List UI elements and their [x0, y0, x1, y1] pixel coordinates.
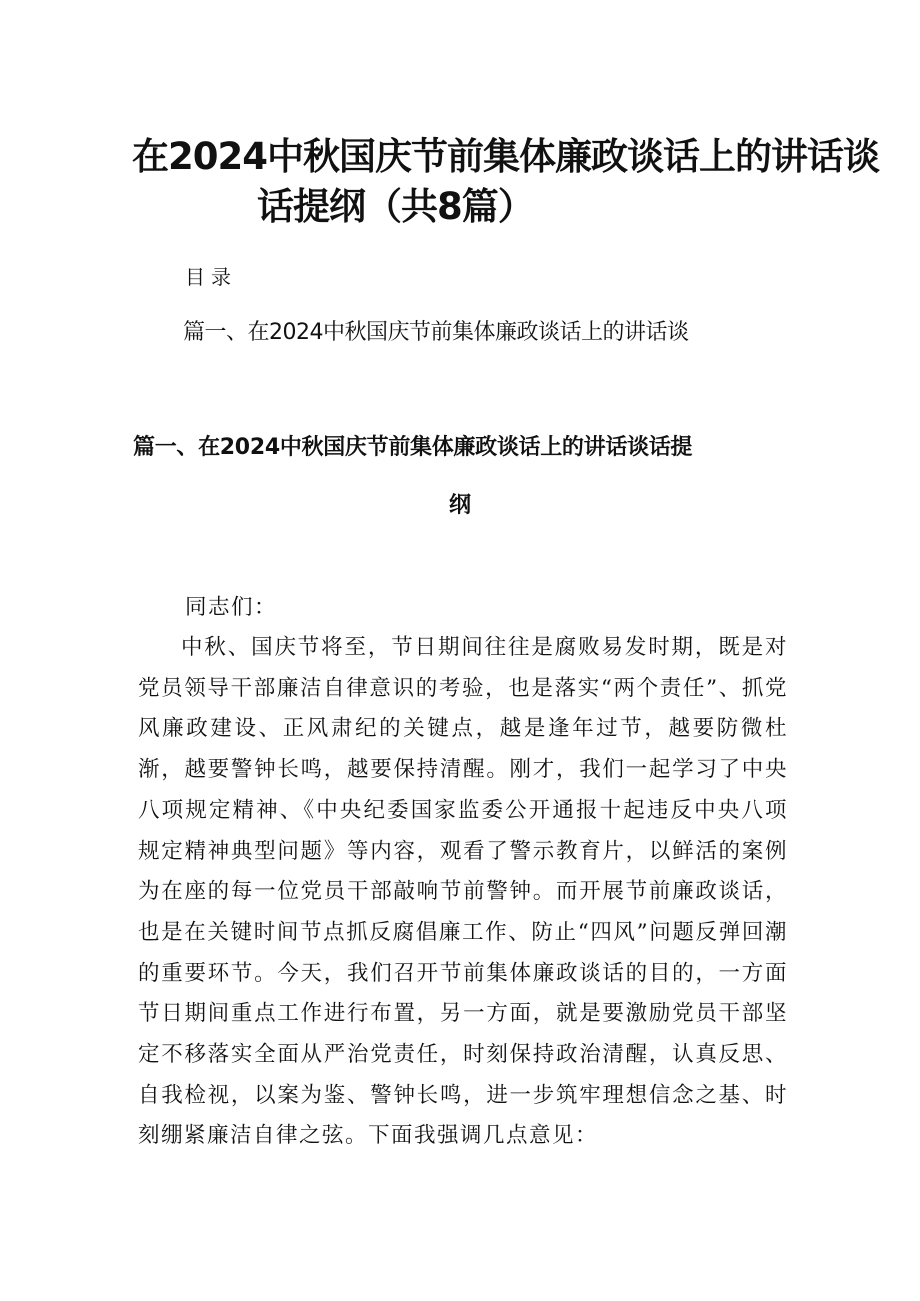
document-body — [138, 588, 788, 1157]
section-heading — [133, 428, 793, 526]
salutation: 同志们： — [185, 595, 278, 620]
section-heading-line-1: 篇一、在2024中秋国庆节前集体廉政谈话上的讲话谈话提 — [133, 435, 693, 460]
body-paragraph-1: 中秋、国庆节将至，节日期间往往是腐败易发时期，既是对党员领导干部廉洁自律意识的考验，也是落实“两个责任”、抓党风廉政建设、正风肃纪的关键点，越是逢年过节，越要防微杜渐，越要警钟长鸣，越要保持清醒。刚才，我们一起学习了中央八项规定精神、《中央纪委国家监委公开通报十起违反中央八项规定精神典型问题》等内容，观看了警示教育片，以鲜活的案例为在座的每一位党员干部敲响节前警钟。而开展节前廉政谈话，也是在关键时间节点抓反腐倡廉工作、防止“四风”问题反弹回潮的重要环节。今天，我们召开节前集体廉政谈话的目的，一方面节日期间重点工作进行布置，另一方面，就是要激励党员干部坚定不移落实全面从严治党责任，时刻保持政治清醒，认真反思、自我检视，以案为鉴、警钟长鸣，进一步筑牢理想信念之基、时刻绷紧廉洁自律之弦。下面我强调几点意见： — [138, 635, 788, 1149]
toc-heading: 目录 — [185, 265, 237, 289]
title-line-2: 话提纲（共8篇） — [257, 185, 534, 228]
document-title — [120, 132, 879, 232]
toc-item-chapter-1[interactable]: 篇一、在2024中秋国庆节前集体廉政谈话上的讲话谈 — [183, 320, 689, 345]
section-heading-line-2: 纲 — [449, 493, 471, 518]
title-line-1: 在2024中秋国庆节前集体廉政谈话上的讲话谈 — [132, 135, 879, 178]
